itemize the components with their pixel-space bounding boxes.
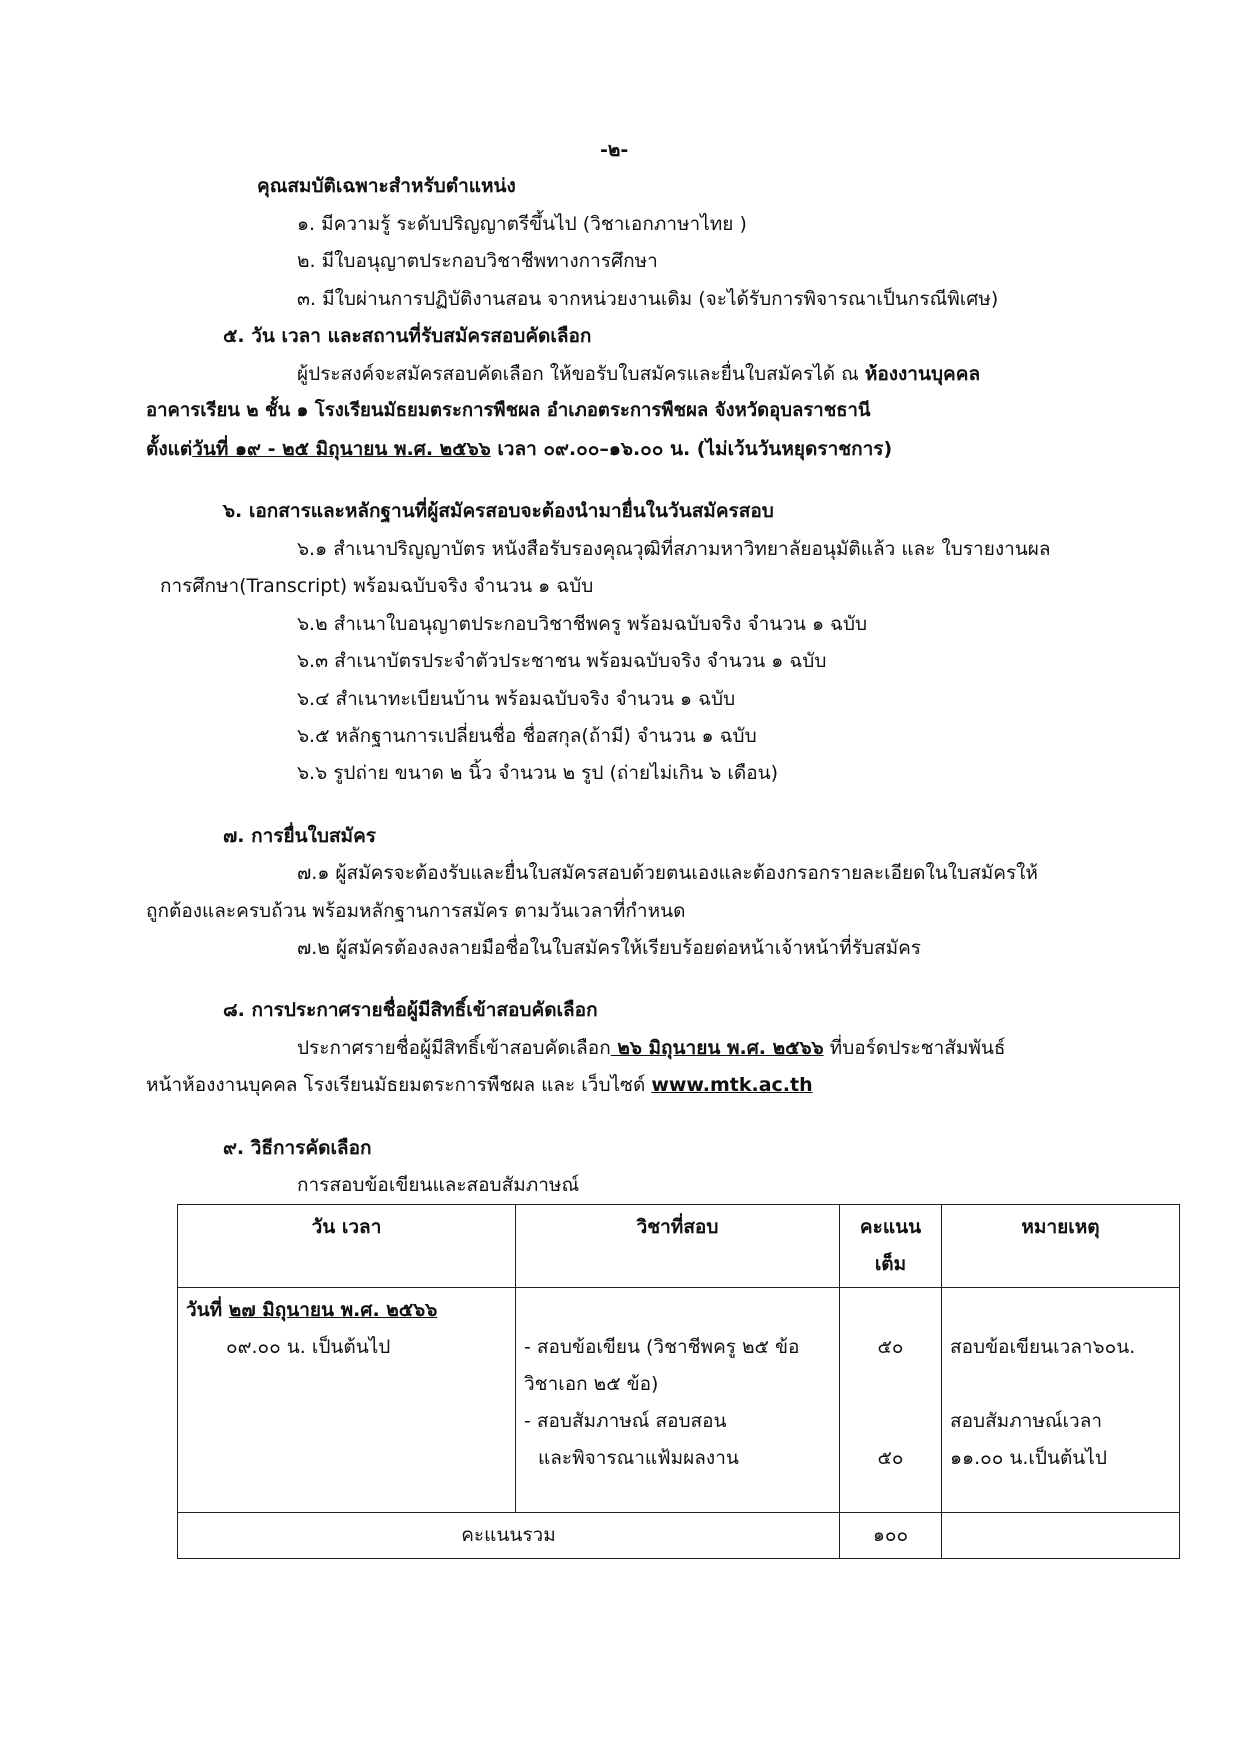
interview-line1: - สอบสัมภาษณ์ สอบสอน	[524, 1410, 727, 1432]
spacer	[950, 1292, 1171, 1329]
interview-score: ๕๐	[877, 1447, 904, 1469]
section6-heading: ๖. เอกสารและหลักฐานที่ผู้สมัครสอบจะต้องนำมายื่นในวันสมัครสอบ	[223, 500, 774, 522]
spacer	[524, 1292, 831, 1329]
section8-line1-suffix: ที่บอร์ดประชาสัมพันธ์	[823, 1037, 1006, 1059]
written-remark: สอบข้อเขียนเวลา๖๐น.	[950, 1336, 1136, 1358]
table-total-row	[178, 1513, 1180, 1559]
document-item: ๖.๑ สำเนาปริญญาบัตร หนังสือรับรองคุณวุฒิที่สภามหาวิทยาลัยอนุมัติแล้ว และ ใบรายงานผล	[297, 538, 1051, 560]
section5-line3-prefix: ตั้งแต่	[146, 438, 193, 460]
total-score: ๑๐๐	[840, 1513, 942, 1559]
document-item: ๖.๖ รูปถ่าย ขนาด ๒ นิ้ว จำนวน ๒ รูป (ถ่ายไม่เกิน ๖ เดือน)	[297, 762, 779, 784]
interview-line2: และพิจารณาแฟ้มผลงาน	[538, 1447, 739, 1469]
section8-line2-prefix: หน้าห้องงานบุคคล โรงเรียนมัธยมตระการพืชผล และ เว็บไซด์	[146, 1074, 652, 1096]
section5-line1-text: ผู้ประสงค์จะสมัครสอบคัดเลือก ให้ขอรับใบสมัครและยื่นใบสมัครได้ ณ	[297, 363, 865, 385]
section8-line1	[297, 1034, 1005, 1062]
exam-date	[186, 1292, 507, 1329]
interview-remark-line1: สอบสัมภาษณ์เวลา	[950, 1410, 1103, 1432]
section9-heading: ๙. วิธีการคัดเลือก	[223, 1137, 372, 1159]
written-exam-line2: วิชาเอก ๒๕ ข้อ)	[524, 1373, 659, 1395]
interview-remark-line2: ๑๑.๐๐ น.เป็นต้นไป	[950, 1447, 1107, 1469]
total-label: คะแนนรวม	[178, 1513, 840, 1559]
qualifications-heading: คุณสมบัติเฉพาะสำหรับตำแหน่ง	[257, 175, 516, 197]
qualification-item: ๒. มีใบอนุญาตประกอบวิชาชีพทางการศึกษา	[297, 250, 658, 272]
written-score: ๕๐	[877, 1336, 904, 1358]
header-subject: วิชาที่สอบ	[516, 1205, 840, 1288]
section8-line2	[146, 1071, 813, 1099]
document-item-continued: การศึกษา(Transcript) พร้อมฉบับจริง จำนวน ๑ ฉบับ	[160, 575, 594, 597]
section9-subheading: การสอบข้อเขียนและสอบสัมภาษณ์	[297, 1174, 580, 1196]
application-rule-continued: ถูกต้องและครบถ้วน พร้อมหลักฐานการสมัคร ตามวันเวลาที่กำหนด	[146, 900, 686, 922]
application-rule: ๗.๒ ผู้สมัครต้องลงลายมือชื่อในใบสมัครให้เรียบร้อยต่อหน้าเจ้าหน้าที่รับสมัคร	[297, 937, 922, 959]
spacer	[848, 1366, 933, 1440]
document-item: ๖.๔ สำเนาทะเบียนบ้าน พร้อมฉบับจริง จำนวน ๑ ฉบับ	[297, 688, 736, 710]
header-score-line1: คะแนน	[859, 1216, 922, 1238]
cell-remark	[942, 1288, 1180, 1513]
total-remark-empty	[942, 1513, 1180, 1559]
qualification-item: ๓. มีใบผ่านการปฏิบัติงานสอน จากหน่วยงานเดิม (จะได้รับการพิจารณาเป็นกรณีพิเศษ)	[297, 288, 999, 310]
section5-heading: ๕. วัน เวลา และสถานที่รับสมัครสอบคัดเลือก	[223, 325, 592, 347]
table-header-row	[178, 1205, 1180, 1288]
cell-score	[840, 1288, 942, 1513]
section7-heading: ๗. การยื่นใบสมัคร	[223, 825, 376, 847]
application-rule: ๗.๑ ผู้สมัครจะต้องรับและยื่นใบสมัครสอบด้วยตนเองและต้องกรอกรายละเอียดในใบสมัครให้	[297, 862, 1038, 884]
qualification-item: ๑. มีความรู้ ระดับปริญญาตรีขึ้นไป (วิชาเอกภาษาไทย )	[297, 213, 747, 235]
exam-date-label: วันที่	[186, 1299, 229, 1321]
table-row	[178, 1288, 1180, 1513]
page-number: -๒-	[600, 139, 629, 161]
section5-line3	[146, 435, 892, 463]
cell-subject	[516, 1288, 840, 1513]
exam-schedule-table	[177, 1204, 1180, 1559]
exam-date-value: ๒๗ มิถุนายน พ.ศ. ๒๕๖๖	[228, 1299, 438, 1321]
header-score	[840, 1205, 942, 1288]
section8-line1-prefix: ประกาศรายชื่อผู้มีสิทธิ์เข้าสอบคัดเลือก	[297, 1037, 611, 1059]
section5-line3-suffix: เวลา ๐๙.๐๐–๑๖.๐๐ น. (ไม่เว้นวันหยุดราชการ)	[490, 438, 893, 460]
section5-line2: อาคารเรียน ๒ ชั้น ๑ โรงเรียนมัธยมตระการพืชผล อำเภอตระการพืชผล จังหวัดอุบลราชธานี	[146, 400, 871, 421]
exam-time: ๐๙.๐๐ น. เป็นต้นไป	[226, 1336, 391, 1358]
header-score-line2: เต็ม	[874, 1253, 907, 1275]
header-remark: หมายเหตุ	[942, 1205, 1180, 1288]
spacer	[848, 1292, 933, 1329]
document-item: ๖.๒ สำเนาใบอนุญาตประกอบวิชาชีพครู พร้อมฉบับจริง จำนวน ๑ ฉบับ	[297, 613, 868, 635]
section5-line1	[297, 360, 980, 388]
section8-heading: ๘. การประกาศรายชื่อผู้มีสิทธิ์เข้าสอบคัดเลือก	[223, 999, 598, 1021]
written-exam-line1: - สอบข้อเขียน (วิชาชีพครู ๒๕ ข้อ	[524, 1336, 800, 1358]
website-link[interactable]: www.mtk.ac.th	[651, 1074, 813, 1096]
announcement-date: ๒๖ มิถุนายน พ.ศ. ๒๕๖๖	[610, 1037, 824, 1059]
document-item: ๖.๓ สำเนาบัตรประจำตัวประชาชน พร้อมฉบับจริง จำนวน ๑ ฉบับ	[297, 650, 827, 672]
header-date-time: วัน เวลา	[178, 1205, 516, 1288]
application-dates: วันที่ ๑๙ - ๒๕ มิถุนายน พ.ศ. ๒๕๖๖	[192, 438, 491, 460]
section5-location: ห้องงานบุคคล	[864, 363, 981, 385]
document-item: ๖.๕ หลักฐานการเปลี่ยนชื่อ ชื่อสกุล(ถ้ามี) จำนวน ๑ ฉบับ	[297, 725, 757, 747]
spacer	[950, 1366, 1171, 1403]
cell-date-time	[178, 1288, 516, 1513]
